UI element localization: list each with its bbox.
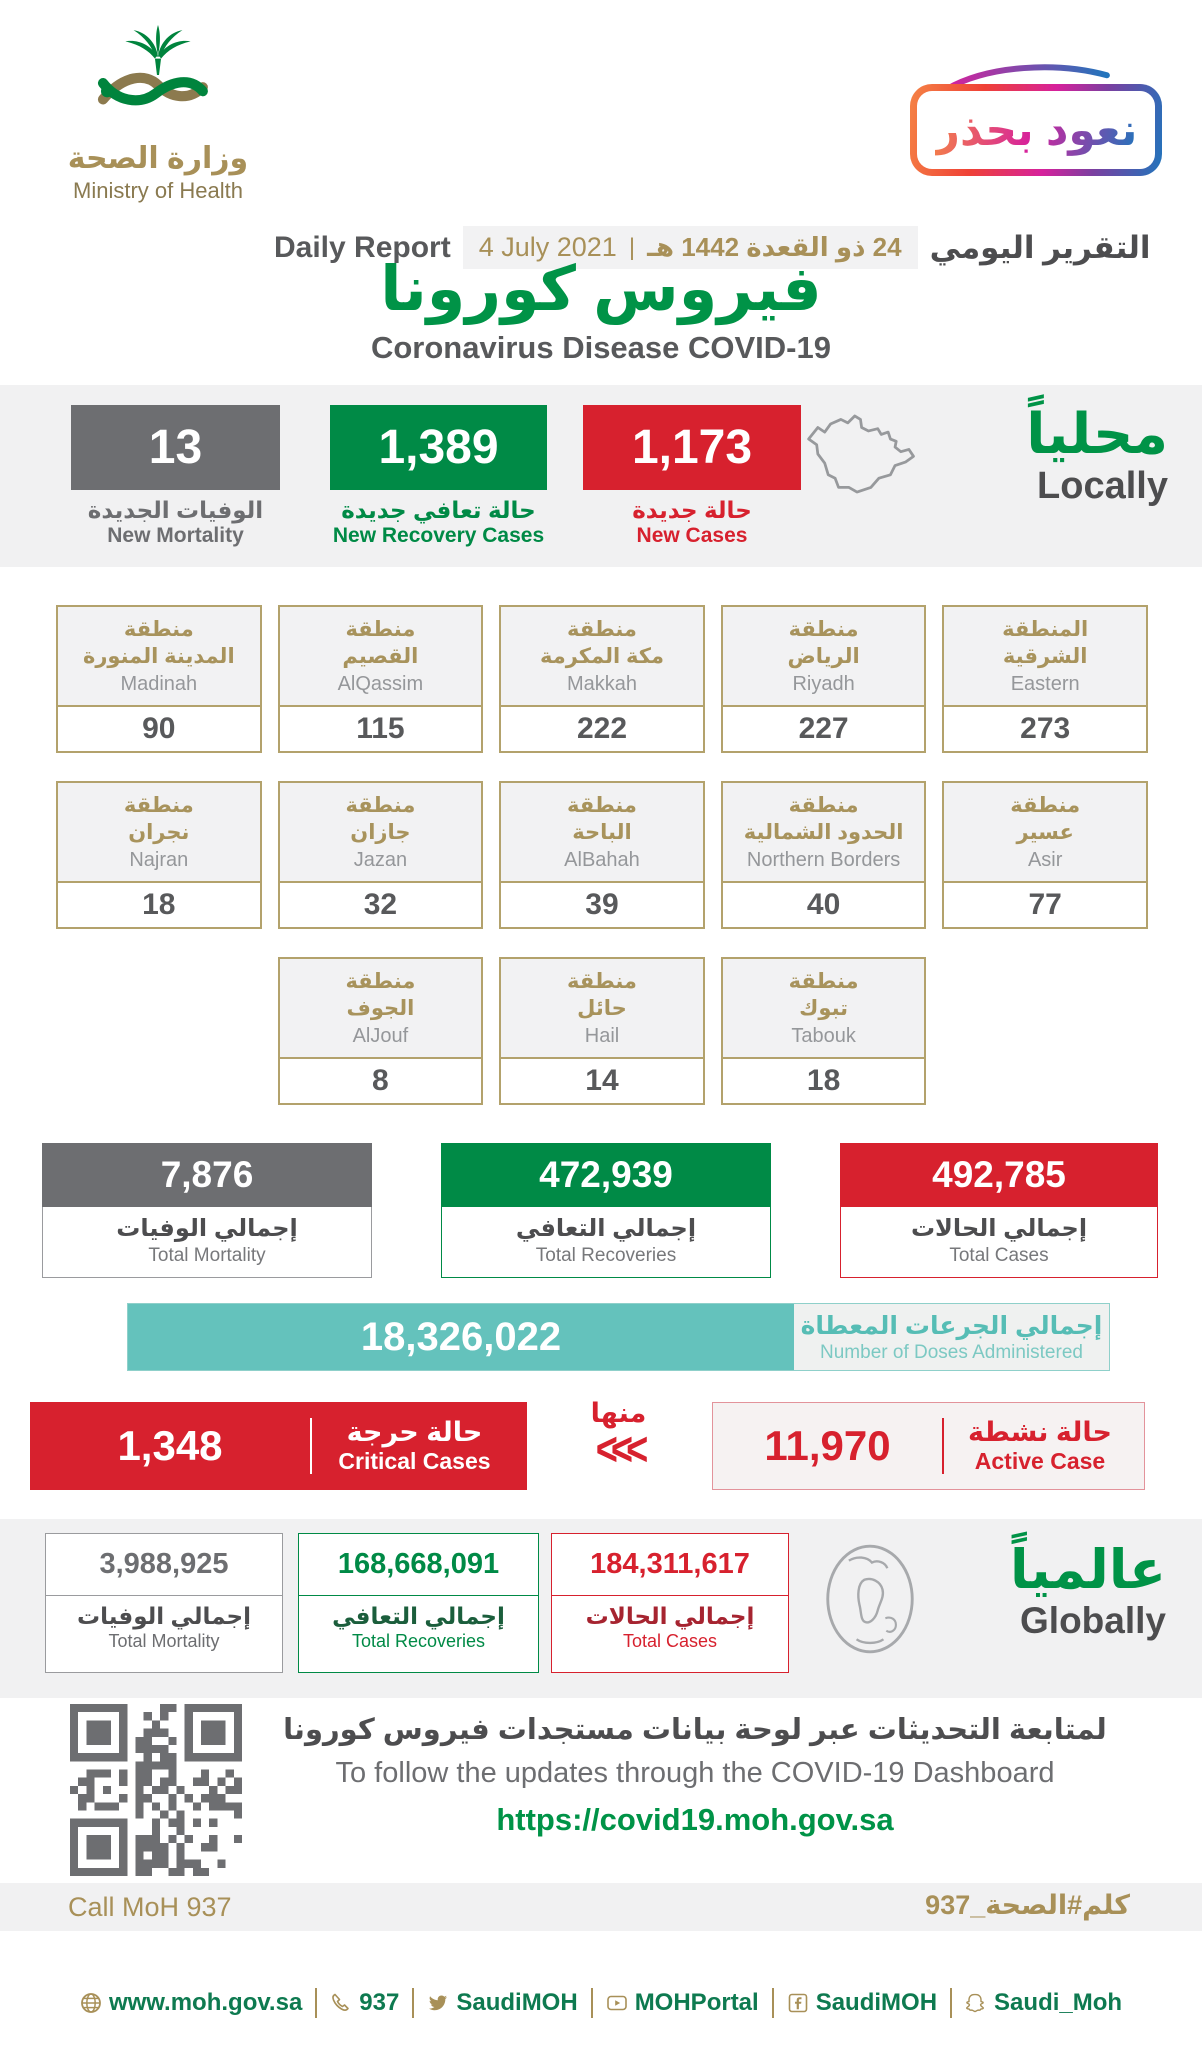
region-ar-line2: تبوك bbox=[799, 997, 849, 1020]
region-ar-line1: منطقة bbox=[345, 793, 416, 817]
facebook-icon bbox=[787, 1992, 809, 2014]
moh-logo bbox=[58, 22, 258, 204]
new-cases-label-ar: حالة جديدة bbox=[632, 497, 752, 523]
region-en: Jazan bbox=[353, 849, 408, 872]
global-mortality-label-en: Total Mortality bbox=[108, 1631, 220, 1651]
region-ar-line2: الرياض bbox=[787, 645, 860, 668]
active-cases-label-ar: حالة نشطة bbox=[968, 1417, 1112, 1447]
new-cases-stat bbox=[583, 405, 801, 548]
new-mortality-value: 13 bbox=[71, 405, 280, 490]
snapchat-link-text: Saudi_Moh bbox=[994, 1989, 1123, 2016]
region-value: 90 bbox=[58, 707, 260, 751]
ministry-name-english: Ministry of Health bbox=[73, 178, 243, 203]
dashboard-text-ar: لمتابعة التحديثات عبر لوحة بيانات مستجدات فيروس كورونا bbox=[283, 1714, 1107, 1746]
active-cases-box bbox=[712, 1402, 1145, 1490]
region-value: 18 bbox=[58, 883, 260, 927]
doses-administered-band bbox=[127, 1303, 1110, 1371]
total-cases-value: 492,785 bbox=[840, 1143, 1158, 1207]
region-card-riyadh bbox=[721, 605, 927, 753]
region-ar-line1: منطقة bbox=[345, 969, 416, 993]
gregorian-date: 4 July 2021 bbox=[478, 232, 617, 262]
twitter-link-text: SaudiMOH bbox=[456, 1989, 578, 2016]
region-card-northern-borders bbox=[721, 781, 927, 929]
global-cases-box bbox=[551, 1533, 789, 1673]
doses-label-ar: إجمالي الجرعات المعطاة bbox=[800, 1311, 1103, 1340]
of-which-connector bbox=[556, 1398, 681, 1477]
total-cases-box bbox=[840, 1143, 1158, 1278]
region-card-aljouf bbox=[278, 957, 484, 1105]
total-mortality-label-ar: إجمالي الوفيات bbox=[116, 1215, 298, 1242]
region-en: Hail bbox=[584, 1025, 620, 1048]
phone-link-text: 937 bbox=[359, 1989, 400, 2016]
region-card-eastern bbox=[942, 605, 1148, 753]
youtube-link-text: MOHPortal bbox=[634, 1989, 759, 2016]
locally-heading-ar: محلياً bbox=[1026, 402, 1168, 465]
regions-grid bbox=[56, 605, 1148, 1105]
global-mortality-box bbox=[45, 1533, 283, 1673]
region-en: Northern Borders bbox=[746, 849, 901, 872]
left-arrows-icon: <<< bbox=[595, 1423, 642, 1477]
return-with-caution-badge bbox=[910, 84, 1162, 176]
region-ar-line2: الباحة bbox=[572, 821, 632, 844]
total-mortality-value: 7,876 bbox=[42, 1143, 372, 1207]
global-recoveries-value: 168,668,091 bbox=[299, 1534, 538, 1596]
phone-link[interactable] bbox=[330, 1989, 399, 2017]
separator bbox=[315, 1988, 317, 2018]
doses-label-en: Number of Doses Administered bbox=[820, 1341, 1083, 1363]
region-ar-line2: مكة المكرمة bbox=[540, 645, 664, 668]
moh-palm-logo-icon bbox=[85, 22, 231, 134]
region-value: 18 bbox=[723, 1059, 925, 1103]
globally-heading-ar: عالمياً bbox=[1010, 1540, 1166, 1600]
region-value: 14 bbox=[501, 1059, 703, 1103]
globally-section bbox=[0, 1519, 1202, 1698]
active-cases-value: 11,970 bbox=[764, 1422, 891, 1469]
new-recoveries-label-ar: حالة تعافي جديدة bbox=[341, 497, 536, 523]
new-recoveries-label-en: New Recovery Cases bbox=[332, 524, 545, 547]
region-en: Najran bbox=[129, 849, 189, 872]
hijri-date: 24 ذو القعدة 1442 هـ bbox=[647, 232, 902, 262]
phone-icon bbox=[330, 1992, 352, 2014]
new-mortality-label-ar: الوفيات الجديدة bbox=[87, 497, 264, 523]
total-recoveries-label-en: Total Recoveries bbox=[535, 1245, 677, 1266]
separator bbox=[412, 1988, 414, 2018]
region-en: Makkah bbox=[566, 673, 637, 696]
region-en: Asir bbox=[1027, 849, 1063, 872]
total-recoveries-box bbox=[441, 1143, 771, 1278]
globally-heading-en: Globally bbox=[1020, 1600, 1166, 1642]
region-ar-line2: المدينة المنورة bbox=[82, 645, 235, 668]
region-ar-line1: منطقة bbox=[123, 617, 194, 641]
new-mortality-label-en: New Mortality bbox=[107, 524, 244, 547]
globe-icon bbox=[822, 1535, 918, 1663]
locally-heading-en: Locally bbox=[1037, 464, 1168, 507]
region-ar-line2: عسير bbox=[1016, 821, 1074, 844]
call-moh-label-en: Call MoH 937 bbox=[68, 1892, 232, 1922]
local-totals-row bbox=[42, 1143, 1158, 1278]
global-mortality-label-ar: إجمالي الوفيات bbox=[77, 1603, 251, 1629]
globally-heading bbox=[1010, 1541, 1166, 1642]
region-en: Eastern bbox=[1010, 673, 1080, 696]
saudi-arabia-map-icon bbox=[797, 401, 947, 522]
snapchat-icon bbox=[965, 1992, 987, 2014]
call-moh-band bbox=[0, 1883, 1202, 1931]
date-separator: | bbox=[628, 233, 636, 261]
new-cases-label-en: New Cases bbox=[636, 524, 748, 547]
region-value: 227 bbox=[723, 707, 925, 751]
youtube-icon bbox=[606, 1992, 628, 2014]
of-which-label: منها bbox=[590, 1398, 647, 1428]
region-ar-line2: القصيم bbox=[342, 645, 419, 668]
global-cases-value: 184,311,617 bbox=[552, 1534, 788, 1596]
region-value: 32 bbox=[280, 883, 482, 927]
region-en: AlBahah bbox=[564, 849, 640, 872]
region-ar-line1: منطقة bbox=[788, 793, 859, 817]
region-ar-line1: منطقة bbox=[1010, 793, 1081, 817]
global-recoveries-label-en: Total Recoveries bbox=[351, 1631, 486, 1651]
region-ar-line1: منطقة bbox=[567, 969, 637, 993]
global-mortality-value: 3,988,925 bbox=[46, 1534, 282, 1596]
facebook-link-text: SaudiMOH bbox=[815, 1989, 938, 2016]
global-recoveries-box bbox=[298, 1533, 539, 1673]
youtube-link[interactable] bbox=[606, 1989, 759, 2017]
website-link[interactable] bbox=[80, 1989, 302, 2017]
region-ar-line1: منطقة bbox=[788, 969, 859, 993]
region-ar-line2: الشرقية bbox=[1002, 645, 1088, 668]
qr-code bbox=[70, 1704, 242, 1876]
total-mortality-box bbox=[42, 1143, 372, 1278]
region-value: 39 bbox=[501, 883, 703, 927]
region-ar-line1: منطقة bbox=[123, 793, 194, 817]
region-ar-line2: الجوف bbox=[346, 997, 415, 1020]
region-value: 115 bbox=[280, 707, 482, 751]
region-en: Tabouk bbox=[791, 1025, 856, 1048]
region-value: 40 bbox=[723, 883, 925, 927]
region-value: 8 bbox=[280, 1059, 482, 1103]
region-en: AlQassim bbox=[337, 673, 424, 696]
dashboard-text-en: To follow the updates through the COVID-19 Dashboard bbox=[335, 1757, 1055, 1789]
region-en: AlJouf bbox=[352, 1025, 409, 1048]
badge-slogan: نعود بحذر bbox=[934, 105, 1138, 155]
new-recoveries-value: 1,389 bbox=[330, 405, 547, 490]
dashboard-url-link[interactable]: https://covid19.moh.gov.sa bbox=[496, 1802, 894, 1837]
separator bbox=[772, 1988, 774, 2018]
region-en: Madinah bbox=[120, 673, 198, 696]
region-card-hail bbox=[499, 957, 705, 1105]
twitter-link[interactable] bbox=[427, 1989, 577, 2017]
ministry-name-arabic: وزارة الصحة bbox=[67, 142, 249, 175]
total-cases-label-ar: إجمالي الحالات bbox=[910, 1215, 1088, 1242]
region-ar-line1: منطقة bbox=[567, 617, 637, 641]
page-title-arabic: فيروس كورونا bbox=[380, 255, 822, 324]
website-link-text: www.moh.gov.sa bbox=[108, 1989, 303, 2016]
region-card-asir bbox=[942, 781, 1148, 929]
critical-cases-label-en: Critical Cases bbox=[338, 1448, 491, 1474]
total-recoveries-value: 472,939 bbox=[441, 1143, 771, 1207]
region-card-najran bbox=[56, 781, 262, 929]
critical-cases-box bbox=[30, 1402, 527, 1490]
total-recoveries-label-ar: إجمالي التعافي bbox=[515, 1215, 697, 1242]
region-card-jazan bbox=[278, 781, 484, 929]
critical-cases-label-ar: حالة حرجة bbox=[346, 1417, 483, 1447]
active-cases-label-en: Active Case bbox=[974, 1448, 1106, 1474]
separator bbox=[591, 1988, 593, 2018]
total-cases-label-en: Total Cases bbox=[949, 1245, 1049, 1266]
region-card-madinah bbox=[56, 605, 262, 753]
global-recoveries-label-ar: إجمالي التعافي bbox=[332, 1603, 505, 1629]
region-value: 222 bbox=[501, 707, 703, 751]
region-card-makkah bbox=[499, 605, 705, 753]
social-links-row bbox=[0, 1988, 1202, 2018]
call-moh-hashtag-ar: كلم#الصحة_937 bbox=[925, 1890, 1130, 1920]
facebook-link[interactable] bbox=[787, 1989, 937, 2017]
locally-heading bbox=[1026, 403, 1168, 508]
region-card-alqassim bbox=[278, 605, 484, 753]
region-ar-line2: جازان bbox=[350, 821, 411, 844]
daily-report-label-ar: التقرير اليومي bbox=[929, 229, 1151, 265]
separator bbox=[950, 1988, 952, 2018]
region-value: 77 bbox=[944, 883, 1146, 927]
region-ar-line1: منطقة bbox=[788, 617, 859, 641]
region-ar-line2: نجران bbox=[128, 821, 190, 844]
region-ar-line1: منطقة bbox=[345, 617, 416, 641]
new-recoveries-stat bbox=[330, 405, 547, 548]
region-card-tabouk bbox=[721, 957, 927, 1105]
region-en: Riyadh bbox=[792, 673, 855, 696]
total-mortality-label-en: Total Mortality bbox=[148, 1245, 266, 1266]
region-value: 273 bbox=[944, 707, 1146, 751]
doses-value: 18,326,022 bbox=[128, 1304, 794, 1370]
region-ar-line2: حائل bbox=[577, 997, 627, 1020]
region-ar-line1: المنطقة bbox=[1002, 617, 1089, 641]
twitter-icon bbox=[427, 1992, 449, 2014]
daily-report-label-en: Daily Report bbox=[274, 230, 451, 264]
new-cases-value: 1,173 bbox=[583, 405, 801, 490]
region-ar-line2: الحدود الشمالية bbox=[743, 821, 904, 844]
global-cases-label-en: Total Cases bbox=[622, 1631, 718, 1651]
region-ar-line1: منطقة bbox=[567, 793, 637, 817]
globe-icon bbox=[80, 1992, 102, 2014]
dashboard-info bbox=[280, 1712, 1110, 1838]
snapchat-link[interactable] bbox=[965, 1989, 1122, 2017]
global-cases-label-ar: إجمالي الحالات bbox=[585, 1603, 755, 1629]
critical-cases-value: 1,348 bbox=[117, 1422, 223, 1469]
new-mortality-stat bbox=[71, 405, 280, 548]
locally-section bbox=[0, 385, 1202, 567]
page-title-english: Coronavirus Disease COVID-19 bbox=[370, 330, 831, 365]
region-card-albahah bbox=[499, 781, 705, 929]
badge-inner bbox=[917, 91, 1155, 169]
